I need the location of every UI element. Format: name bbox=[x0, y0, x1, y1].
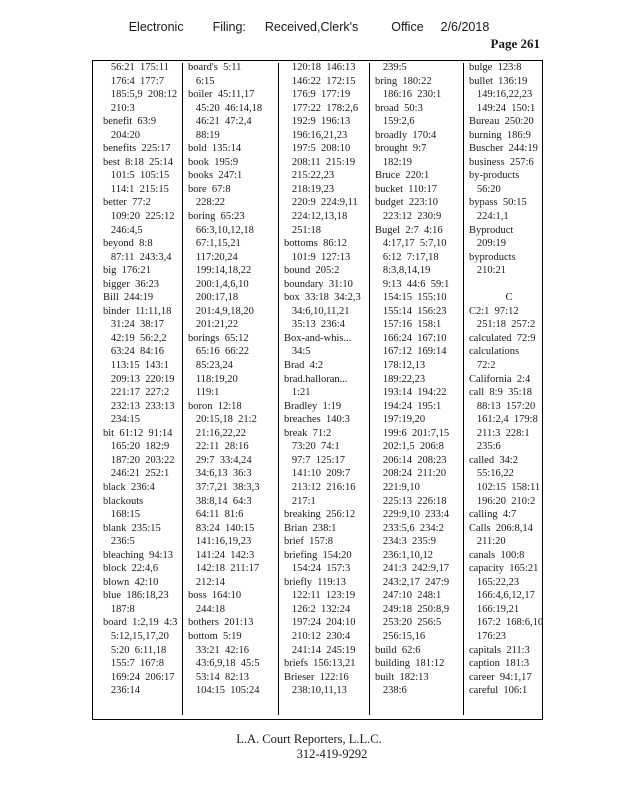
index-entry: 210:3 bbox=[103, 102, 135, 114]
index-entry: 33:21 42:16 bbox=[188, 644, 249, 656]
index-entry: 236:1,10,12 bbox=[375, 549, 434, 561]
index-entry: 233:5,6 234:2 bbox=[375, 522, 444, 534]
index-entry: 209:13 220:19 bbox=[103, 373, 175, 385]
index-entry: 159:2,6 bbox=[375, 116, 415, 128]
index-entry: boiler 45:11,17 bbox=[188, 89, 255, 101]
index-entry: called 34:2 bbox=[469, 454, 518, 466]
index-entry: 241:3 242:9,17 bbox=[375, 563, 450, 575]
index-entry: 169:24 206:17 bbox=[103, 671, 175, 683]
index-entry: Bugel 2:7 4:16 bbox=[375, 224, 443, 236]
index-entry: by-products bbox=[469, 170, 520, 182]
index-entry: 122:11 123:19 bbox=[284, 590, 356, 602]
index-entry: 101:5 105:15 bbox=[103, 170, 170, 182]
index-entry: break 71:2 bbox=[284, 427, 332, 439]
index-entry: 149:16,22,23 bbox=[469, 89, 533, 101]
index-entry: benefits 225:17 bbox=[103, 143, 171, 155]
index-entry: 186:16 230:1 bbox=[375, 89, 442, 101]
index-entry: built 182:13 bbox=[375, 671, 429, 683]
index-entry: canals 100:8 bbox=[469, 549, 525, 561]
index-entry: 228:22 bbox=[188, 197, 226, 209]
index-entry: 236:14 bbox=[103, 685, 141, 697]
index-entry: 67:1,15,21 bbox=[188, 238, 241, 250]
index-entry: Brian 238:1 bbox=[284, 522, 337, 534]
index-entry: 232:13 233:13 bbox=[103, 400, 175, 412]
index-entry: 209:19 bbox=[469, 238, 507, 250]
index-entry: caption 181:3 bbox=[469, 658, 530, 670]
header-received: Received,Clerk's bbox=[264, 20, 359, 34]
index-column-1 bbox=[103, 61, 177, 717]
index-entry: 194:24 195:1 bbox=[375, 400, 442, 412]
index-entry: 199:6 201:7,15 bbox=[375, 427, 450, 439]
index-entry: 223:12 230:9 bbox=[375, 211, 442, 223]
index-entry: 210:21 bbox=[469, 265, 507, 277]
index-entry: 199:14,18,22 bbox=[188, 265, 252, 277]
index-entry: 168:15 bbox=[103, 509, 141, 521]
index-entry: 113:15 143:1 bbox=[103, 360, 169, 372]
index-entry: 157:16 158:1 bbox=[375, 319, 442, 331]
index-entry: bit 61:12 91:14 bbox=[103, 427, 173, 439]
column-divider bbox=[182, 63, 183, 715]
header-date: 2/6/2018 bbox=[440, 20, 490, 34]
index-entry: business 257:6 bbox=[469, 156, 534, 168]
header-filing: Filing: bbox=[212, 20, 246, 34]
index-entry: 253:20 256:5 bbox=[375, 617, 442, 629]
index-entry: Bruce 220:1 bbox=[375, 170, 430, 182]
index-entry: 149:24 150:1 bbox=[469, 102, 536, 114]
index-entry: block 22:4,6 bbox=[103, 563, 159, 575]
index-entry: 235:6 bbox=[469, 441, 501, 453]
index-entry: calling 4:7 bbox=[469, 509, 517, 521]
footer-company: L.A. Court Reporters, L.L.C. bbox=[236, 732, 382, 746]
index-entry: Buscher 244:19 bbox=[469, 143, 538, 155]
index-entry: 34:6,13 36:3 bbox=[188, 468, 252, 480]
index-entry: book 195:9 bbox=[188, 156, 239, 168]
index-entry: 193:14 194:22 bbox=[375, 387, 447, 399]
index-entry: 6:15 bbox=[188, 75, 215, 87]
index-entry: 176:4 177:7 bbox=[103, 75, 164, 87]
index-entry: 72:2 bbox=[469, 360, 496, 372]
index-entry: 166:24 167:10 bbox=[375, 332, 447, 344]
index-entry: box 33:18 34:2,3 bbox=[284, 292, 361, 304]
index-entry: bleaching 94:13 bbox=[103, 549, 173, 561]
index-entry: 37:7,21 38:3,3 bbox=[188, 481, 260, 493]
index-entry: budget 223:10 bbox=[375, 197, 438, 209]
header-office: Office bbox=[391, 20, 424, 34]
index-entry: calculated 72:9 bbox=[469, 332, 536, 344]
index-entry: 35:13 236:4 bbox=[284, 319, 345, 331]
index-entry: 29:7 33:4,24 bbox=[188, 454, 252, 466]
index-entry: briefs 156:13,21 bbox=[284, 658, 356, 670]
index-entry: 155:14 156:23 bbox=[375, 305, 447, 317]
index-entry: 104:15 105:24 bbox=[188, 685, 260, 697]
index-entry: 251:18 bbox=[284, 224, 322, 236]
index-entry: 200:17,18 bbox=[188, 292, 239, 304]
index-entry: 166:19,21 bbox=[469, 603, 520, 615]
index-entry: 221:9,10 bbox=[375, 481, 420, 493]
index-entry: 218:19,23 bbox=[284, 183, 335, 195]
index-entry: board's 5:11 bbox=[188, 62, 242, 73]
index-entry: boundary 31:10 bbox=[284, 278, 353, 290]
index-entry: 208:24 211:20 bbox=[375, 468, 447, 480]
index-entry: boron 12:18 bbox=[188, 400, 242, 412]
index-entry: 141:16,19,23 bbox=[188, 536, 252, 548]
index-entry: bold 135:14 bbox=[188, 143, 242, 155]
index-entry: broadly 170:4 bbox=[375, 129, 437, 141]
index-entry: 38:8,14 64:3 bbox=[188, 495, 252, 507]
index-entry: bring 180:22 bbox=[375, 75, 432, 87]
index-column-2 bbox=[188, 61, 262, 717]
index-entry: 211:20 bbox=[469, 536, 506, 548]
index-entry: 155:7 167:8 bbox=[103, 658, 164, 670]
index-entry: breaches 140:3 bbox=[284, 414, 350, 426]
index-entry: 212:14 bbox=[188, 576, 226, 588]
index-entry: 215:22,23 bbox=[284, 170, 335, 182]
index-entry: 251:18 257:2 bbox=[469, 319, 536, 331]
index-entry: brad.halloran... bbox=[284, 373, 348, 385]
column-divider bbox=[463, 63, 464, 715]
index-entry: 1:21 bbox=[284, 387, 311, 399]
index-entry: bore 67:8 bbox=[188, 183, 231, 195]
index-entry: big 176:21 bbox=[103, 265, 151, 277]
index-entry: 46:21 47:2,4 bbox=[188, 116, 252, 128]
index-entry: 56:21 175:11 bbox=[103, 62, 169, 73]
index-entry: 221:17 227:2 bbox=[103, 387, 170, 399]
index-entry: bottoms 86:12 bbox=[284, 238, 348, 250]
index-entry: 208:11 215:19 bbox=[284, 156, 356, 168]
index-entry: boss 164:10 bbox=[188, 590, 242, 602]
index-entry: 142:18 211:17 bbox=[188, 563, 260, 575]
index-entry: 165:20 182:9 bbox=[103, 441, 170, 453]
index-entry: 189:22,23 bbox=[375, 373, 426, 385]
index-entry: call 8:9 35:18 bbox=[469, 387, 532, 399]
index-entry: best 8:18 25:14 bbox=[103, 156, 173, 168]
index-entry: 165:22,23 bbox=[469, 576, 520, 588]
header-electronic: Electronic bbox=[128, 20, 184, 34]
index-entry bbox=[469, 278, 549, 292]
index-entry: 197:19,20 bbox=[375, 414, 426, 426]
index-entry: 31:24 38:17 bbox=[103, 319, 164, 331]
index-entry: 177:22 178:2,6 bbox=[284, 102, 359, 114]
index-entry: 55:16,22 bbox=[469, 468, 514, 480]
index-entry: 45:20 46:14,18 bbox=[188, 102, 263, 114]
index-entry: 102:15 158:11 bbox=[469, 481, 541, 493]
index-entry: 178:12,13 bbox=[375, 360, 426, 372]
index-entry: 161:2,4 179:8 bbox=[469, 414, 538, 426]
index-entry: 65:16 66:22 bbox=[188, 346, 249, 358]
index-entry: 229:9,10 233:4 bbox=[375, 509, 450, 521]
index-entry: 109:20 225:12 bbox=[103, 211, 175, 223]
index-entry: 238:10,11,13 bbox=[284, 685, 347, 697]
index-entry: careful 106:1 bbox=[469, 685, 528, 697]
index-entry: 66:3,10,12,18 bbox=[188, 224, 254, 236]
index-entry: C bbox=[505, 292, 513, 304]
index-entry: 200:1,4,6,10 bbox=[188, 278, 249, 290]
index-entry: 73:20 74:1 bbox=[284, 441, 340, 453]
index-entry: 206:14 208:23 bbox=[375, 454, 447, 466]
index-entry: Brieser 122:16 bbox=[284, 671, 349, 683]
filing-header bbox=[0, 20, 618, 34]
index-entry: C2:1 97:12 bbox=[469, 305, 519, 317]
index-entry: bypass 50:15 bbox=[469, 197, 527, 209]
index-entry: breaking 256:12 bbox=[284, 509, 356, 521]
index-entry: 224:12,13,18 bbox=[284, 211, 348, 223]
index-entry: 141:10 209:7 bbox=[284, 468, 351, 480]
index-entry: bottom 5:19 bbox=[188, 630, 242, 642]
index-entry: 117:20,24 bbox=[188, 251, 238, 263]
index-entry: 83:24 140:15 bbox=[188, 522, 255, 534]
index-entry: 118:19,20 bbox=[188, 373, 238, 385]
index-entry: bound 205:2 bbox=[284, 265, 340, 277]
index-entry: beyond 8:8 bbox=[103, 238, 153, 250]
index-entry: broad 50:3 bbox=[375, 102, 423, 114]
index-entry: board 1:2,19 4:3 bbox=[103, 617, 178, 629]
index-entry: better 77:2 bbox=[103, 197, 151, 209]
index-entry: 246:21 252:1 bbox=[103, 468, 170, 480]
index-entry: 4:17,17 5:7,10 bbox=[375, 238, 447, 250]
index-entry: 197:24 204:10 bbox=[284, 617, 356, 629]
index-entry: capitals 211:3 bbox=[469, 644, 530, 656]
index-entry: 241:14 245:19 bbox=[284, 644, 356, 656]
index-entry: 119:1 bbox=[188, 387, 220, 399]
index-entry: 42:19 56:2,2 bbox=[103, 332, 167, 344]
index-entry: 9:13 44:6 59:1 bbox=[375, 278, 450, 290]
index-column-4 bbox=[375, 61, 449, 717]
index-entry: blank 235:15 bbox=[103, 522, 161, 534]
index-entry: 224:1,1 bbox=[469, 211, 509, 223]
index-entry: 246:4,5 bbox=[103, 224, 143, 236]
index-entry: burning 186:9 bbox=[469, 129, 531, 141]
index-entry: byproducts bbox=[469, 251, 516, 263]
index-entry: bucket 110:17 bbox=[375, 183, 438, 195]
index-entry: Bill 244:19 bbox=[103, 292, 154, 304]
index-entry: 22:11 28:16 bbox=[188, 441, 249, 453]
index-column-5 bbox=[469, 61, 549, 717]
index-entry: 211:3 228:1 bbox=[469, 427, 530, 439]
index-entry: 101:9 127:13 bbox=[284, 251, 351, 263]
index-entry: blackouts bbox=[103, 495, 144, 507]
index-entry: 20:15,18 21:2 bbox=[188, 414, 257, 426]
index-entry: build 62:6 bbox=[375, 644, 421, 656]
index-entry: 87:11 243:3,4 bbox=[103, 251, 172, 263]
index-entry: bullet 136:19 bbox=[469, 75, 528, 87]
index-entry: 196:20 210:2 bbox=[469, 495, 536, 507]
index-entry: calculations bbox=[469, 346, 520, 358]
index-entry: 43:6,9,18 45:5 bbox=[188, 658, 260, 670]
index-entry: 185:5,9 208:12 bbox=[103, 89, 178, 101]
index-entry: career 94:1,17 bbox=[469, 671, 532, 683]
index-entry: 56:20 bbox=[469, 183, 501, 195]
index-entry: blue 186:18,23 bbox=[103, 590, 169, 602]
index-entry: brought 9:7 bbox=[375, 143, 427, 155]
index-entry: 217:1 bbox=[284, 495, 316, 507]
index-entry: black 236:4 bbox=[103, 481, 155, 493]
index-entry: 141:24 142:3 bbox=[188, 549, 255, 561]
index-entry: benefit 63:9 bbox=[103, 116, 157, 128]
index-entry: 53:14 82:13 bbox=[188, 671, 249, 683]
index-entry: 176:9 177:19 bbox=[284, 89, 351, 101]
index-entry: 88:19 bbox=[188, 129, 220, 141]
index-entry: 5:12,15,17,20 bbox=[103, 630, 169, 642]
index-entry: 114:1 215:15 bbox=[103, 183, 169, 195]
index-entry: 201:4,9,18,20 bbox=[188, 305, 254, 317]
index-entry: 167:2 168:6,10 bbox=[469, 617, 544, 629]
index-entry: 64:11 81:6 bbox=[188, 509, 244, 521]
footer-phone: 312-419-9292 bbox=[296, 747, 368, 761]
index-entry: 154:15 155:10 bbox=[375, 292, 447, 304]
index-entry: 34:5 bbox=[284, 346, 311, 358]
index-entry: Calls 206:8,14 bbox=[469, 522, 533, 534]
index-entry: 225:13 226:18 bbox=[375, 495, 447, 507]
index-entry: bigger 36:23 bbox=[103, 278, 159, 290]
index-entry: 213:12 216:16 bbox=[284, 481, 356, 493]
index-entry: 120:18 146:13 bbox=[284, 62, 356, 73]
index-entry: blown 42:10 bbox=[103, 576, 159, 588]
index-entry: 249:18 250:8,9 bbox=[375, 603, 450, 615]
index-entry: books 247:1 bbox=[188, 170, 243, 182]
index-entry: 34:6,10,11,21 bbox=[284, 305, 350, 317]
page-number: Page 261 bbox=[490, 36, 540, 51]
index-entry: briefly 119:13 bbox=[284, 576, 347, 588]
index-entry: capacity 165:21 bbox=[469, 563, 539, 575]
index-frame bbox=[92, 60, 543, 720]
index-entry: 236:5 bbox=[103, 536, 135, 548]
index-entry: Bureau 250:20 bbox=[469, 116, 534, 128]
index-entry: Bradley 1:19 bbox=[284, 400, 342, 412]
index-entry: 187:20 203:22 bbox=[103, 454, 175, 466]
column-divider bbox=[369, 63, 370, 715]
index-entry: boring 65:23 bbox=[188, 211, 245, 223]
index-entry: building 181:12 bbox=[375, 658, 445, 670]
index-entry: 210:12 230:4 bbox=[284, 630, 351, 642]
index-entry: 88:13 157:20 bbox=[469, 400, 536, 412]
index-entry: 204:20 bbox=[103, 129, 141, 141]
index-entry: 220:9 224:9,11 bbox=[284, 197, 358, 209]
index-entry: bulge 123:8 bbox=[469, 62, 522, 73]
index-entry: 97:7 125:17 bbox=[284, 454, 345, 466]
index-entry: 234:15 bbox=[103, 414, 141, 426]
index-entry: 8:3,8,14,19 bbox=[375, 265, 431, 277]
index-entry: Byproduct bbox=[469, 224, 514, 236]
index-entry: Box-and-whis... bbox=[284, 332, 352, 344]
index-entry: 166:4,6,12,17 bbox=[469, 590, 535, 602]
index-entry: bothers 201:13 bbox=[188, 617, 254, 629]
index-entry: 5:20 6:11,18 bbox=[103, 644, 167, 656]
index-entry: 234:3 235:9 bbox=[375, 536, 436, 548]
index-entry: 21:16,22,22 bbox=[188, 427, 247, 439]
index-entry: briefing 154:20 bbox=[284, 549, 352, 561]
index-entry: 202:1,5 206:8 bbox=[375, 441, 444, 453]
index-column-3 bbox=[284, 61, 361, 717]
footer bbox=[0, 732, 618, 762]
index-entry: 176:23 bbox=[469, 630, 507, 642]
index-entry: 6:12 7:17,18 bbox=[375, 251, 439, 263]
index-entry: 146:22 172:15 bbox=[284, 75, 356, 87]
index-entry: 239:5 bbox=[375, 62, 407, 73]
index-entry: 187:8 bbox=[103, 603, 135, 615]
index-entry: 201:21,22 bbox=[188, 319, 239, 331]
index-entry: 243:2,17 247:9 bbox=[375, 576, 450, 588]
index-entry: 154:24 157:3 bbox=[284, 563, 351, 575]
index-entry: Brad 4:2 bbox=[284, 360, 324, 372]
index-entry: 126:2 132:24 bbox=[284, 603, 351, 615]
index-entry: 196:16,21,23 bbox=[284, 129, 348, 141]
index-entry: 197:5 208:10 bbox=[284, 143, 351, 155]
index-entry: 247:10 248:1 bbox=[375, 590, 442, 602]
index-entry: 85:23,24 bbox=[188, 360, 233, 372]
index-entry: borings 65:12 bbox=[188, 332, 249, 344]
column-divider bbox=[278, 63, 279, 715]
index-entry: 63:24 84:16 bbox=[103, 346, 164, 358]
index-entry: California 2:4 bbox=[469, 373, 531, 385]
index-entry: 238:6 bbox=[375, 685, 407, 697]
index-entry: brief 157:8 bbox=[284, 536, 333, 548]
index-entry: 182:19 bbox=[375, 156, 413, 168]
index-entry: 192:9 196:13 bbox=[284, 116, 351, 128]
index-entry: binder 11:11,18 bbox=[103, 305, 172, 317]
index-entry: 244:18 bbox=[188, 603, 226, 615]
index-entry: 256:15,16 bbox=[375, 630, 426, 642]
index-entry: 167:12 169:14 bbox=[375, 346, 447, 358]
